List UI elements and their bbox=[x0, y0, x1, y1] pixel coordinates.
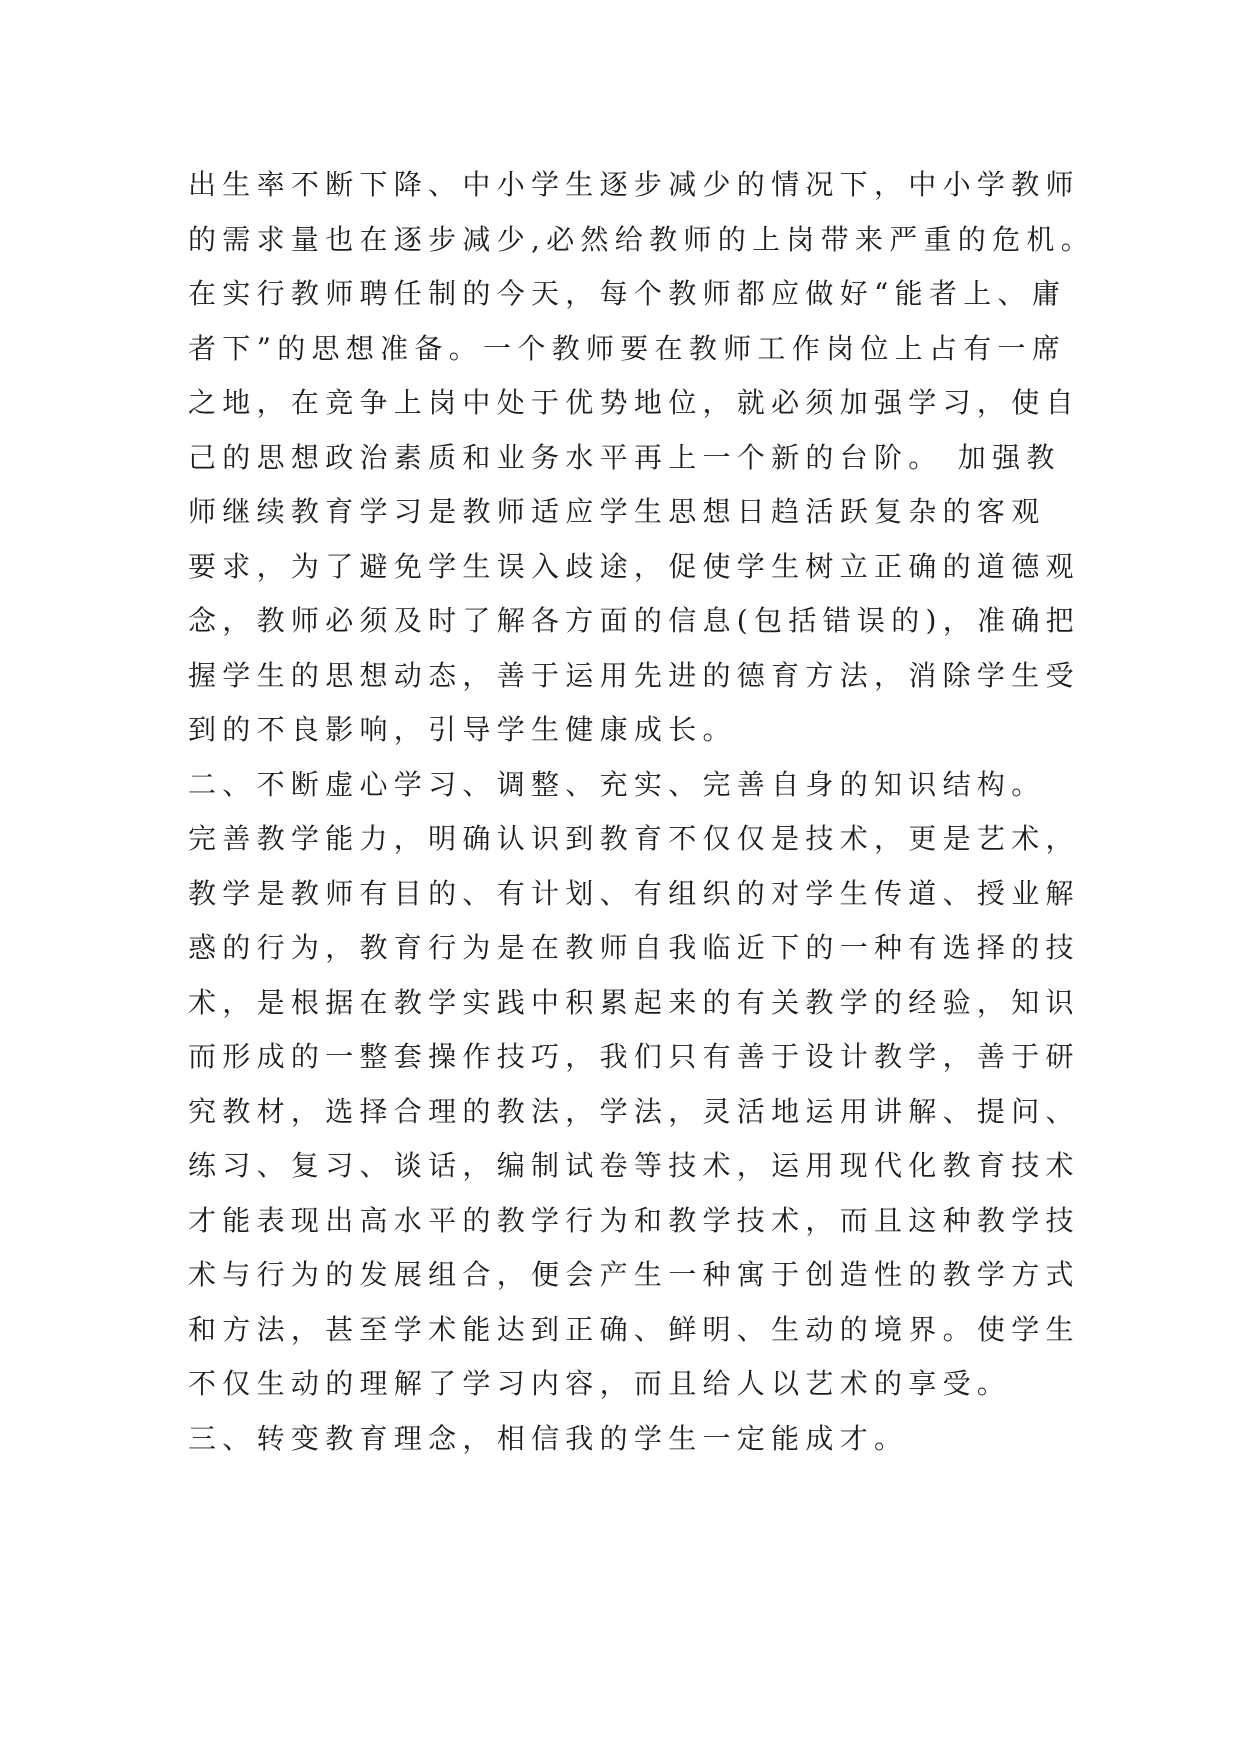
text-line: 究教材，选择合理的教法，学法，灵活地运用讲解、提问、 bbox=[188, 1094, 1080, 1128]
text-line: 到的不良影响，引导学生健康成长。 bbox=[188, 713, 737, 746]
text-line: 不仅生动的理解了学习内容，而且给人以艺术的享受。 bbox=[188, 1367, 1012, 1400]
text-line: 在实行教师聘任制的今天，每个教师都应做好“能者上、庸 bbox=[188, 277, 1067, 310]
text-line: 才能表现出高水平的教学行为和教学技术，而且这种教学技 bbox=[188, 1203, 1080, 1237]
body-text bbox=[188, 158, 1128, 1466]
text-line: 之地，在竞争上岗中处于优势地位，就必须加强学习，使自 bbox=[188, 386, 1080, 419]
section-heading: 二、不断虚心学习、调整、充实、完善自身的知识结构。 bbox=[188, 767, 1046, 801]
text-line: 己的思想政治素质和业务水平再上一个新的台阶。 加强教 bbox=[188, 440, 1061, 474]
text-line: 术，是根据在教学实践中积累起来的有关教学的经验，知识 bbox=[188, 985, 1080, 1019]
text-line: 要求，为了避免学生误入歧途，促使学生树立正确的道德观 bbox=[188, 549, 1080, 583]
text-line: 完善教学能力，明确认识到教育不仅仅是技术，更是艺术， bbox=[188, 822, 1080, 855]
text-line: 而形成的一整套操作技巧，我们只有善于设计教学，善于研 bbox=[188, 1040, 1080, 1073]
text-line: 的需求量也在逐步减少,必然给教师的上岗带来严重的危机。 bbox=[188, 222, 1096, 256]
text-line: 练习、复习、谈话，编制试卷等技术，运用现代化教育技术 bbox=[188, 1149, 1080, 1182]
text-line: 出生率不断下降、中小学生逐步减少的情况下，中小学教师 bbox=[188, 168, 1080, 201]
text-line: 惑的行为，教育行为是在教师自我临近下的一种有选择的技 bbox=[188, 931, 1080, 964]
text-line: 教学是教师有目的、有计划、有组织的对学生传道、授业解 bbox=[188, 876, 1080, 910]
text-line: 者下”的思想准备。一个教师要在教师工作岗位上占有一席 bbox=[188, 331, 1067, 365]
section-heading: 三、转变教育理念，相信我的学生一定能成才。 bbox=[188, 1421, 909, 1455]
text-line: 术与行为的发展组合，便会产生一种寓于创造性的教学方式 bbox=[188, 1258, 1080, 1291]
text-line: 念，教师必须及时了解各方面的信息(包括错误的)，准确把 bbox=[188, 604, 1080, 637]
text-line: 和方法，甚至学术能达到正确、鲜明、生动的境界。使学生 bbox=[188, 1312, 1080, 1346]
text-line: 握学生的思想动态，善于运用先进的德育方法，消除学生受 bbox=[188, 658, 1080, 692]
text-line: 师继续教育学习是教师适应学生思想日趋活跃复杂的客观 bbox=[188, 495, 1046, 528]
